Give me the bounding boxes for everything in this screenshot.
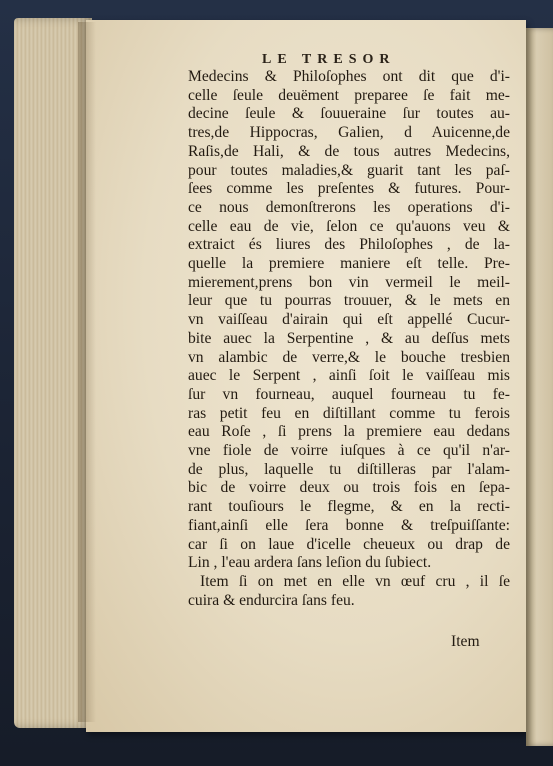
text-line: pour toutes maladies,& guarit tant les paſ- [188,161,510,179]
text-line: eau Roſe , ſi prens la premiere eau dedans [188,423,510,441]
text-line: bite auec la Serpentine , & au deſſus mets [188,329,510,347]
text-line: auec le Serpent , ainſi ſoit le vaiſſeau mis [188,367,510,385]
gutter-shadow [78,22,96,722]
text-line: ſees comme les preſentes & futures. Pour- [188,180,510,198]
text-line: car ſi on laue d'icelle cheueux ou drap de [188,535,510,553]
text-line: rant touſiours le flegme, & en la recti- [188,498,510,516]
text-line: decine ſeule & ſouueraine ſur toutes au- [188,105,510,123]
text-line: Medecins & Philoſophes ont dit que d'i- [188,68,510,85]
text-line: cuira & endurcira ſans feu. [188,591,355,609]
text-line: quelle la premiere maniere eſt telle. Pre- [188,255,510,273]
text-line: tres,de Hippocras, Galien, d Auicenne,de [188,124,510,142]
running-head: LE TRESOR [262,52,396,67]
text-line: Item ſi on met en elle vn œuf cru , il ſe [200,572,510,590]
text-line: vne fiole de voirre iuſques à ce qu'il n'ar- [188,442,510,460]
text-line: leur que tu pourras trouuer, & le mets en [188,292,510,310]
text-line: mierement,prens bon vin vermeil le meil- [188,273,510,291]
text-line: ſur vn fourneau, auquel fourneau tu fe- [188,385,510,403]
text-line: celle ſeule deuëment preparee ſe fait me- [188,86,510,104]
text-line: de plus, laquelle tu diſtilleras par l'alam- [188,460,510,478]
text-line: ras petit feu en diſtillant comme tu ferois [188,404,510,422]
text-line: vn vaiſſeau d'airain qui eſt appellé Cucur- [188,311,510,329]
facing-page [526,28,553,746]
text-line: celle eau de vie, ſelon ce qu'auons veu & [188,217,510,235]
catchword: Item [451,633,480,650]
text-line: Lin , l'eau ardera ſans leſion du ſubiect. [188,554,432,572]
text-line: extraict és liures des Philoſophes , de la- [188,236,510,254]
text-line: vn alambic de verre,& le bouche tresbien [188,348,510,366]
text-line: fiant,ainſi elle ſera bonne & treſpuiſſante: [188,516,510,534]
body-text [188,68,510,610]
text-line: Raſis,de Hali, & de tous autres Medecins, [188,142,510,160]
text-line: ce nous demonſtrerons les operations d'i- [188,198,510,216]
text-line: bic de voirre deux ou trois fois en ſepa- [188,479,510,497]
